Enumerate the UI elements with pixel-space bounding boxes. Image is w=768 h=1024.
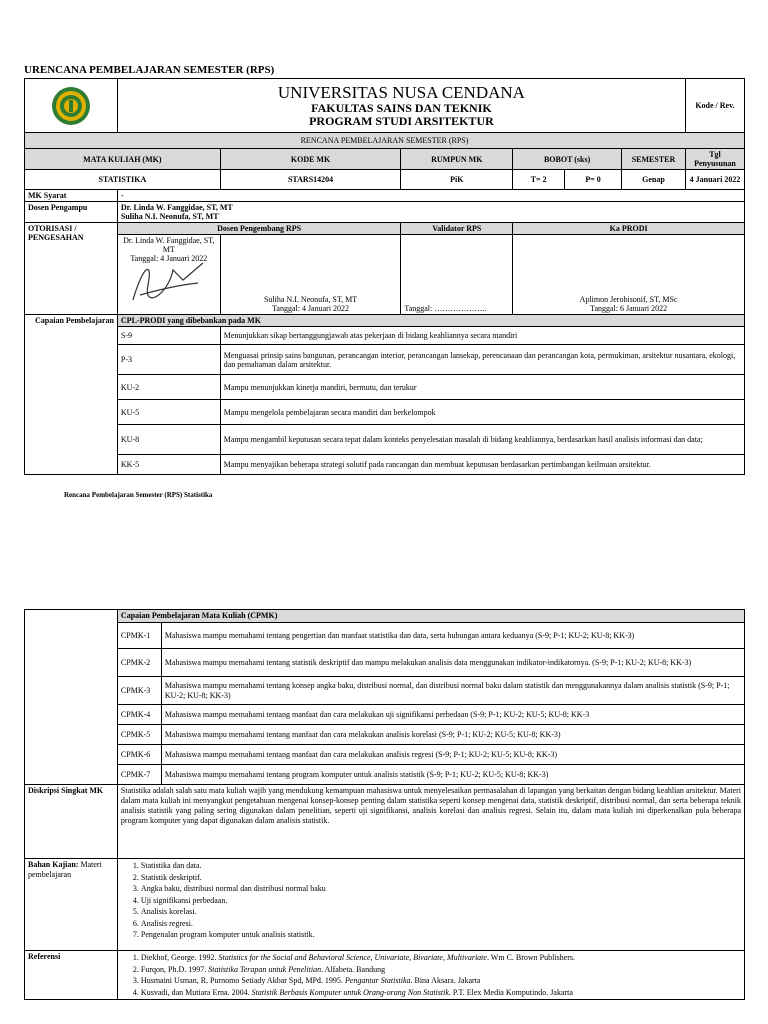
ref-publisher: . Wm C. Brown Publishers. [486,953,576,962]
cpmk-label-cell [25,610,118,785]
pengembang1-cell [117,235,220,315]
list-item [141,952,741,964]
course-date: 4 Januari 2022 [685,170,744,190]
cpl-text: Menunjukkan sikap bertanggungjawab atas pekerjaan di bidang keahliannya secara mandiri [220,327,744,345]
bahan-label-cell [25,859,118,951]
cpmk-code: CPMK-3 [117,677,161,705]
cpmk-code: CPMK-1 [117,623,161,649]
faculty-name: FAKULTAS SAINS DAN TEKNIK [311,100,492,115]
university-seal-logo-icon [51,86,91,126]
cpl-header: CPL-PRODI yang dibebankan pada MK [117,315,744,327]
otorisasi-label: OTORISASI / PENGESAHAN [25,223,118,315]
ref-title: Pengantar Statistika [344,976,411,985]
cpmk-text: Mahasiswa mampu memahami tentang konsep angka baku, distribusi normal, dan distribusi normal baku dalam statistik dan menggunakannya dalam analisis statistik (S-9; P-1; KU-2; KU-8; KK-3) [161,677,744,705]
cpmk-code: CPMK-5 [117,725,161,745]
ref-publisher: . P.T. Elex Media Komputindo. Jakarta [448,987,573,997]
referensi-list-cell [117,951,744,1000]
col-mata-kuliah: MATA KULIAH (MK) [25,149,221,170]
kaprodi-label: Ka PRODI [513,223,745,235]
logo-cell [25,79,118,133]
list-item: 7. Pengenalan program komputer untuk analisis statistik. [141,929,741,941]
pengampu-label: Dosen Pengampu [25,202,118,223]
ref-title: Statistics for the Social and Behavioral Science, Univariate, Bivariate, Multivariate [218,953,487,962]
course-semester: Genap [622,170,686,190]
cpmk-code: CPMK-7 [117,765,161,785]
ref-author: Furqon, Ph.D. 1997. [140,964,209,974]
cpl-code: KU-8 [117,425,220,455]
pengembang1-name: Dr. Linda W. Fanggidae, ST, MT [123,236,215,254]
bahan-label: Bahan Kajian: [28,860,79,869]
course-code: STARS14204 [220,170,401,190]
institution-cell [117,79,685,133]
cpmk-text: Mahasiswa mampu memahami tentang statistik deskriptif dan mampu melakukan analisis data menggunakan indikator-indikatornya. (S-9; P-1; KU-2; KU-8; KK-3) [161,649,744,677]
list-item: 3. Angka baku, distribusi normal dan distribusi normal baku [141,883,741,895]
col-kode-mk: KODE MK [220,149,401,170]
referensi-list [121,952,741,998]
col-tgl-penyusunan: Tgl Penyusunan [685,149,744,170]
validator-label: Validator RPS [401,223,513,235]
kaprodi-cell [513,235,745,315]
pengampu-names [117,202,744,223]
ref-author: Diekhof, George. 1992. [140,953,219,962]
cpl-text: Mampu mengambil keputusan secara tepat dalam konteks penyelesaian masalah di bidang keahliannya, berdasarkan hasil analisis informasi dan data; [220,425,744,455]
document-title: URENCANA PEMBELAJARAN SEMESTER (RPS) [24,64,275,76]
cpl-code: S-9 [117,327,220,345]
pengampu-name: Suliha N.I. Neonufa, ST, MT [120,212,219,221]
cpmk-code: CPMK-6 [117,745,161,765]
cpl-text: Mampu mengelola pembelajaran secara mandiri dan berkelompok [220,400,744,425]
syarat-label: MK Syarat [25,190,118,202]
cpmk-text: Mahasiswa mampu memahami tentang program komputer untuk analisis statistik (S-9; P-1; KU-2; KU-5; KU-8; KK-3) [161,765,744,785]
code-rev-label: Kode / Rev. [685,79,744,133]
course-name: STATISTIKA [25,170,221,190]
deskripsi-text: Statistika adalah salah satu mata kuliah wajib yang mendukung kemampuan mahasiswa untuk menyelesaikan permasalahan di lapangan yang berkaitan dengan bidang keahlian arsitektur. Materi dalam mata kuliah ini menyangkut pengetahuan mengenai konsep-konsep penting dalam statistika seperti konsep mengenai data, statistik deskriptif, distribusi normal, dan serta beberapa teknik analisis statistik yang paling sering digunakan dalam penelitian, seperti uji signifikansi, analisis korelasi dan analisis regresi. Selain itu, dalam mata kuliah ini diperkenalkan pula beberapa program komputer yang dapat digunakan dalam analisis statistik. [117,785,744,859]
bahan-list-cell [117,859,744,951]
col-bobot: BOBOT (sks) [513,149,622,170]
deskripsi-label: Diskripsi Singkat MK [25,785,118,859]
footer-note: Rencana Pembelajaran Semester (RPS) Statistika [64,491,213,499]
list-item [141,964,741,976]
signature-icon [128,255,208,305]
col-semester: SEMESTER [622,149,686,170]
program-name: PROGRAM STUDI ARSITEKTUR [309,113,494,128]
ref-title: Statistika Terapan untuk Penelitian [208,964,322,974]
ref-publisher: . Alfabeta. Bandung [321,964,386,974]
rps-heading: RENCANA PEMBELAJARAN SEMESTER (RPS) [25,133,745,149]
cpmk-text: Mahasiswa mampu memahami tentang manfaat dan cara melakukan analisis regresi (S-9; P-1; KU-2; KU-5; KU-8; KK-3) [161,745,744,765]
cpmk-text: Mahasiswa mampu memahami tentang pengertian dan manfaat statistika dan data, serta hubungan antara keduanya (S-9; P-1; KU-2; KU-8; KK-3) [161,623,744,649]
course-bobot-t: T= 2 [513,170,565,190]
cpl-text: Menguasai prinsip sains bangunan, perancangan interior, perancangan lansekap, perencanaan dan perancangan kota, permukiman, arsitektur nusantara, ekologi, dan pemahaman dalam arsitektur. [220,345,744,375]
cpmk-code: CPMK-4 [117,705,161,725]
pengembang2-name: Suliha N.I. Neonufa, ST, MT [263,295,358,304]
rps-header-table [24,78,745,475]
cpmk-text: Mahasiswa mampu memahami tentang manfaat dan cara melakukan uji signifikansi perbedaan (S-9; P-1; KU-2; KU-5; KU-8; KK-3 [161,705,744,725]
pengembang2-date: Tanggal: 4 Januari 2022 [272,304,350,313]
pengembang1-date: Tanggal: 4 Januari 2022 [130,254,208,263]
list-item: 6. Analisis regresi. [141,918,741,930]
cpmk-table [24,609,745,1000]
list-item [141,987,741,999]
cpmk-code: CPMK-2 [117,649,161,677]
cpl-code: KK-5 [117,455,220,475]
list-item: 2. Statistik deskriptif. [141,872,741,884]
kaprodi-name: Aplimon Jerobisonif, ST, MSc [579,295,678,304]
ref-title: Statistik Berbasis Komputer untuk Orang-orang Non Statistik [251,987,449,997]
bahan-sublabel: Materi pembelajaran [28,860,102,879]
ref-author: Husmaini Usman, R. Purnomo Setiady Akbar Spd, MPd. 1995. [140,976,345,985]
ref-publisher: . Bina Aksara. Jakarta [410,976,481,985]
col-rumpun-mk: RUMPUN MK [401,149,513,170]
syarat-value: - [117,190,744,202]
cpl-code: KU-2 [117,375,220,400]
pengampu-name: Dr. Linda W. Fanggidae, ST, MT [120,203,233,212]
university-name: UNIVERSITAS NUSA CENDANA [277,82,525,102]
pengembang2-cell [220,235,401,315]
referensi-label: Referensi [25,951,118,1000]
cpmk-header: Capaian Pembelajaran Mata Kuliah (CPMK) [117,610,744,623]
cpmk-text: Mahasiswa mampu memahami tentang manfaat dan cara melakukan analisis korelasi (S-9; P-1; KU-2; KU-5; KU-8; KK-3) [161,725,744,745]
ref-author: Kusvadi, dan Mutiara Erna. 2004. [140,987,252,997]
bahan-list [121,860,741,941]
list-item: 4. Uji signifikansi perbedaan. [141,895,741,907]
cpl-text: Mampu menunjukkan kinerja mandiri, bermutu, dan terukur [220,375,744,400]
course-bobot-p: P= 0 [565,170,622,190]
cpl-text: Mampu menyajikan beberapa strategi solutif pada rancangan dan membuat keputusan berdasarkan pertimbangan keilmuan arsitektur. [220,455,744,475]
kaprodi-date: Tanggal: 6 Januari 2022 [590,304,668,313]
list-item: 5. Analisis korelasi. [141,906,741,918]
list-item: 1. Statistika dan data. [141,860,741,872]
pengembang-label: Dosen Pengembang RPS [117,223,400,235]
cpl-code: KU-5 [117,400,220,425]
capaian-label: Capaian Pembelajaran [25,315,118,475]
course-rumpun: PiK [401,170,513,190]
cpl-code: P-3 [117,345,220,375]
validator-date: Tanggal: ……………….. [401,235,513,315]
list-item [141,975,741,987]
